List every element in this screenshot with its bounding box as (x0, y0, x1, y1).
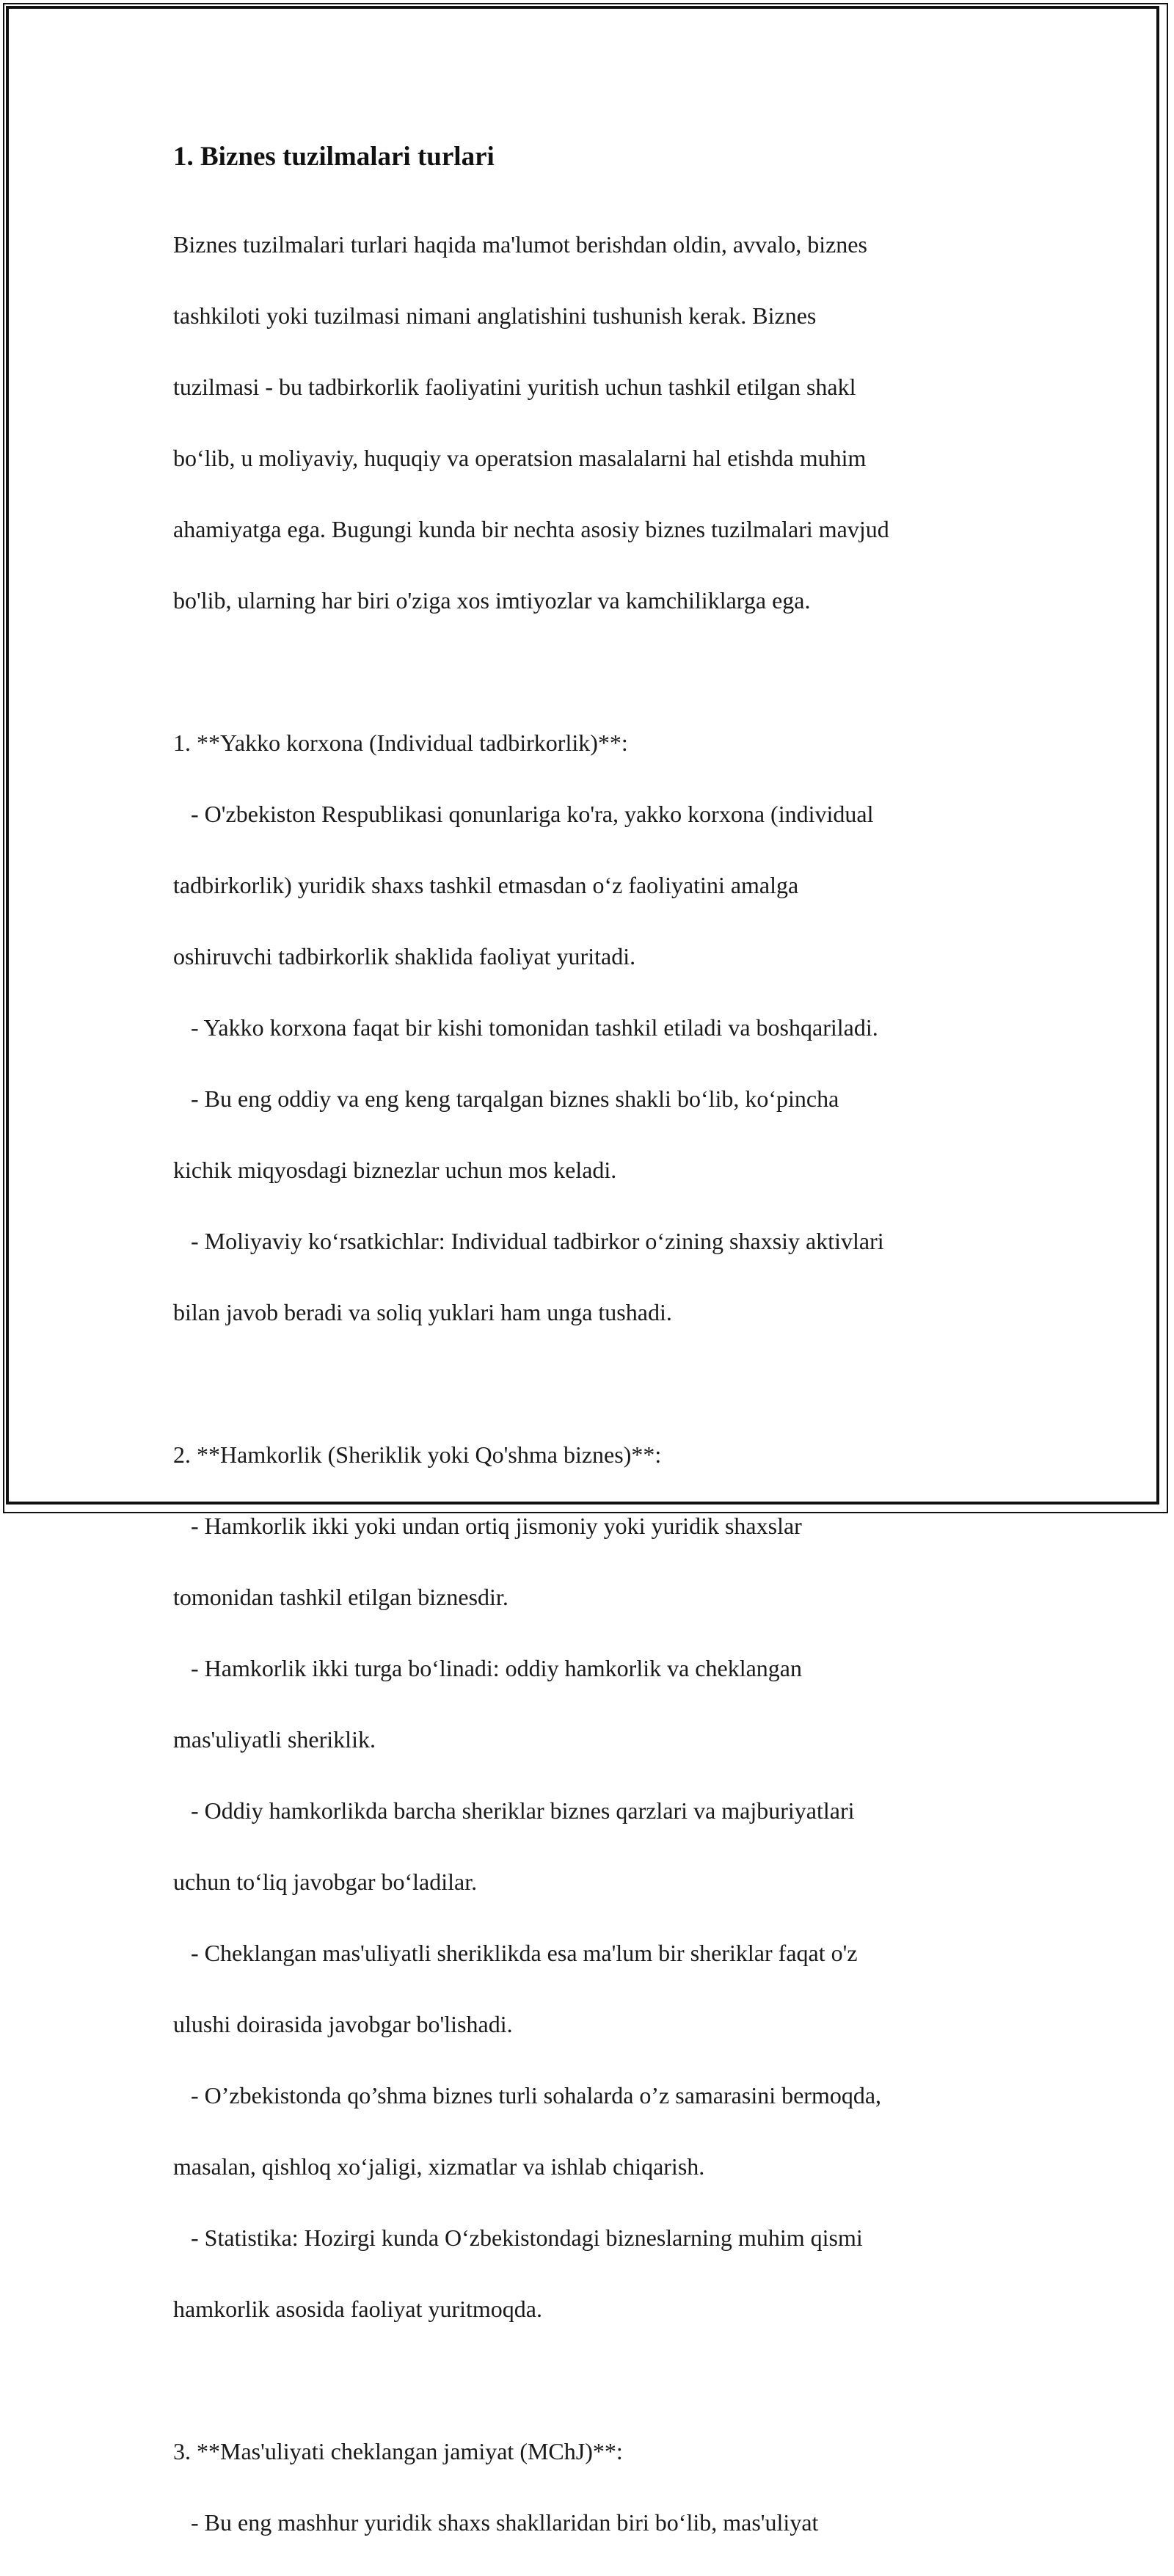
text-line: kichik miqyosdagi biznezlar uchun mos keladi. (173, 1156, 617, 1183)
text-line: hamkorlik asosida faoliyat yuritmoqda. (173, 2295, 542, 2322)
text-line: tadbirkorlik) yuridik shaxs tashkil etmasdan o‘z faoliyatini amalga (173, 871, 799, 898)
intro-paragraph (173, 191, 1039, 654)
paragraph-gap (173, 1366, 1039, 1402)
text-line: bo'lib, ularning har biri o'ziga xos imtiyozlar va kamchiliklarga ega. (173, 586, 811, 614)
paragraph-gap (173, 2362, 1039, 2398)
text-line: Biznes tuzilmalari turlari haqida ma'lumot berishdan oldin, avvalo, biznes (173, 230, 867, 258)
list-item-hamkorlik (173, 1401, 1039, 2362)
text-line: - Bu eng mashhur yuridik shaxs shakllaridan biri bo‘lib, mas'uliyat (173, 2508, 819, 2536)
text-line: mas'uliyatli sheriklik. (173, 1725, 376, 1753)
text-line: bo‘lib, u moliyaviy, huquqiy va operatsion masalalarni hal etishda muhim (173, 444, 867, 471)
text-line: - O'zbekiston Respublikasi qonunlariga ko'ra, yakko korxona (individual (173, 800, 874, 827)
list-item-yakko-korxona (173, 689, 1039, 1366)
document-body (173, 138, 1039, 2576)
list-item-mchj (173, 2398, 1039, 2576)
text-line: - O’zbekistonda qo’shma biznes turli sohalarda o’z samarasini bermoqda, (173, 2081, 882, 2109)
text-line: tomonidan tashkil etilgan biznesdir. (173, 1583, 508, 1610)
text-line: bilan javob beradi va soliq yuklari ham unga tushadi. (173, 1298, 672, 1325)
text-line: - Hamkorlik ikki turga bo‘linadi: oddiy hamkorlik va cheklangan (173, 1654, 802, 1681)
section-heading: 1. Biznes tuzilmalari turlari (173, 142, 495, 172)
text-line: tashkiloti yoki tuzilmasi nimani anglatishini tushunish kerak. Biznes (173, 302, 817, 329)
text-line: - Oddiy hamkorlikda barcha sheriklar biznes qarzlari va majburiyatlari (173, 1797, 855, 1824)
text-line: - Statistika: Hozirgi kunda O‘zbekistondagi bizneslarning muhim qismi (173, 2224, 863, 2251)
text-line: - Bu eng oddiy va eng keng tarqalgan biznes shakli bo‘lib, ko‘pincha (173, 1085, 839, 1112)
text-line: masalan, qishloq xo‘jaligi, xizmatlar va ishlab chiqarish. (173, 2153, 705, 2180)
text-line: oshiruvchi tadbirkorlik shaklida faoliyat yuritadi. (173, 942, 636, 969)
text-line: - Hamkorlik ikki yoki undan ortiq jismoniy yoki yuridik shaxslar (173, 1512, 802, 1539)
text-line: ahamiyatga ega. Bugungi kunda bir nechta asosiy biznes tuzilmalari mavjud (173, 515, 889, 542)
list-item-title: 1. **Yakko korxona (Individual tadbirkorlik)**: (173, 729, 628, 756)
text-line: - Cheklangan mas'uliyatli sheriklikda esa ma'lum bir sheriklar faqat o'z (173, 1939, 858, 1966)
text-line: - Yakko korxona faqat bir kishi tomonidan tashkil etiladi va boshqariladi. (173, 1014, 878, 1041)
text-line: ulushi doirasida javobgar bo'lishadi. (173, 2010, 513, 2037)
list-item-title: 2. **Hamkorlik (Sheriklik yoki Qo'shma biznes)**: (173, 1441, 662, 1468)
text-line: tuzilmasi - bu tadbirkorlik faoliyatini yuritish uchun tashkil etilgan shakl (173, 373, 856, 400)
paragraph-gap (173, 654, 1039, 690)
text-line: uchun to‘liq javobgar bo‘ladilar. (173, 1868, 478, 1895)
text-line: - Moliyaviy ko‘rsatkichlar: Individual tadbirkor o‘zining shaxsiy aktivlari (173, 1227, 884, 1254)
list-item-title: 3. **Mas'uliyati cheklangan jamiyat (MChJ)**: (173, 2437, 623, 2464)
